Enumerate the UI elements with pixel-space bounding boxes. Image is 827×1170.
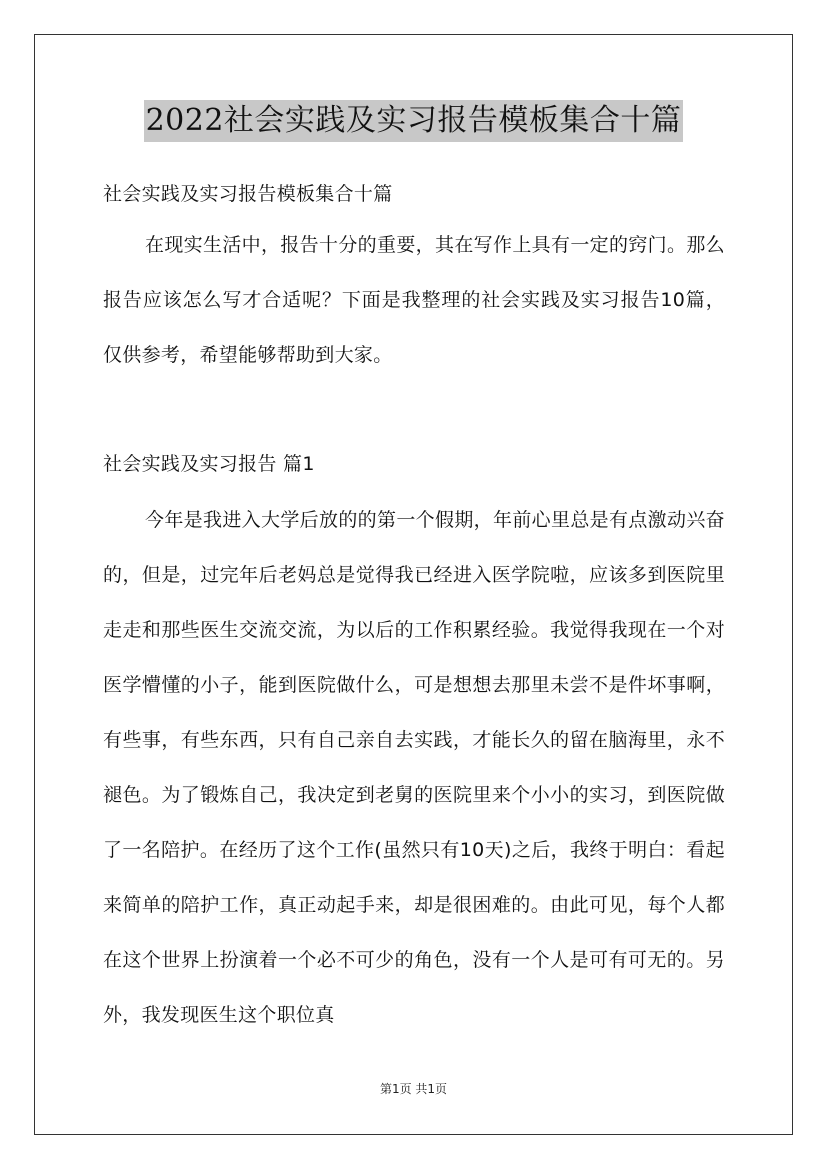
document-title: 2022社会实践及实习报告模板集合十篇 <box>144 100 684 142</box>
page-footer: 第1页 共1页 <box>379 1082 448 1096</box>
document-subtitle: 社会实践及实习报告模板集合十篇 <box>103 183 393 205</box>
section-heading: 社会实践及实习报告 篇1 <box>103 453 315 475</box>
title-container <box>0 100 827 142</box>
intro-paragraph: 在现实生活中，报告十分的重要，其在写作上具有一定的窍门。那么报告应该怎么写才合适呢？下面是我整理的社会实践及实习报告10篇，仅供参考，希望能够帮助到大家。 <box>103 234 725 366</box>
section-body-paragraph: 今年是我进入大学后放的的第一个假期，年前心里总是有点激动兴奋的，但是，过完年后老妈总是觉得我已经进入医学院啦，应该多到医院里走走和那些医生交流交流，为以后的工作积累经验。我觉得我现在一个对医学懵懂的小子，能到医院做什么，可是想想去那里未尝不是件坏事啊，有些事，有些东西，只有自己亲自去实践，才能长久的留在脑海里，永不褪色。为了锻炼自己，我决定到老舅的医院里来个小小的实习，到医院做了一名陪护。在经历了这个工作(虽然只有10天)之后，我终于明白：看起来简单的陪护工作，真正动起手来，却是很困难的。由此可见，每个人都在这个世界上扮演着一个必不可少的角色，没有一个人是可有可无的。另外，我发现医生这个职位真 <box>103 509 725 1026</box>
